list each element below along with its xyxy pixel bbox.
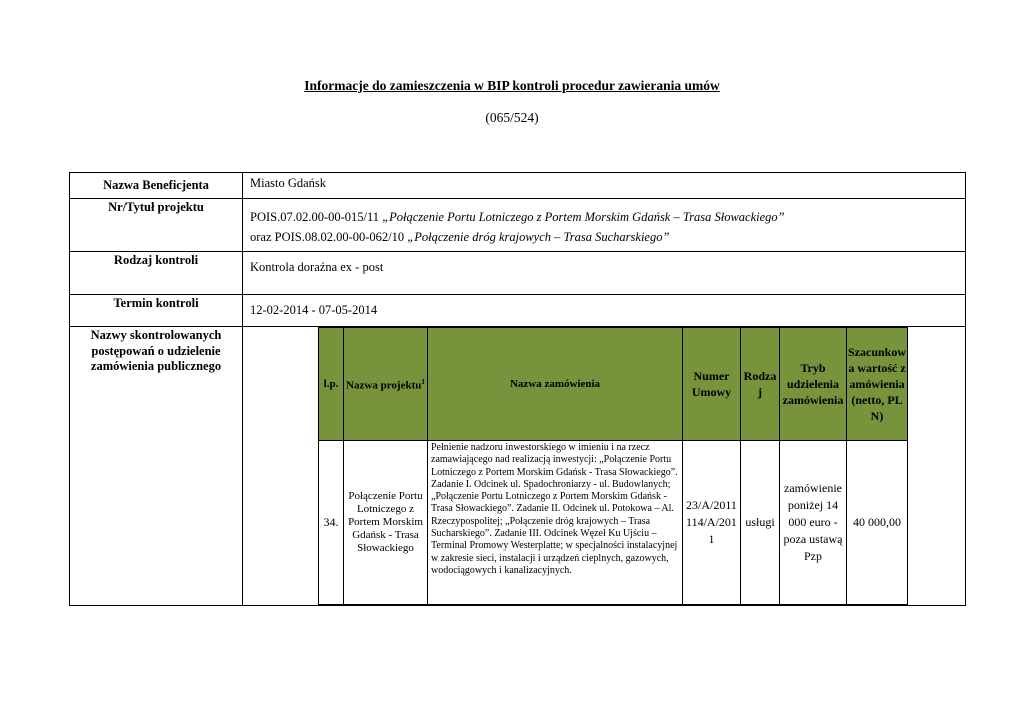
col-lp: l.p. — [319, 328, 344, 441]
col-order-name: Nazwa zamówienia — [428, 328, 683, 441]
control-type-row — [70, 252, 966, 295]
project-2-title: „Połączenie dróg krajowych – Trasa Sucharskiego” — [407, 230, 670, 244]
beneficiary-row — [70, 173, 966, 199]
procedures-row — [70, 327, 966, 606]
row-lp: 34. — [319, 441, 344, 605]
table-row — [319, 441, 908, 605]
col-value: Szacunkowa wartość zamówienia (netto, PLN) — [847, 328, 908, 441]
project-value — [243, 199, 966, 252]
col-type: Rodzaj — [741, 328, 780, 441]
control-type-label: Rodzaj kontroli — [70, 252, 243, 295]
project-1-code: POIS.07.02.00-00-015/11 — [250, 210, 380, 224]
col-mode: Tryb udzielenia zamówienia — [780, 328, 847, 441]
project-1-title: „Połączenie Portu Lotniczego z Portem Morskim Gdańsk – Trasa Słowackiego” — [382, 210, 785, 224]
row-project-name: Połączenie Portu Lotniczego z Portem Morskim Gdańsk - Trasa Słowackiego — [344, 441, 428, 605]
control-date-label: Termin kontroli — [70, 295, 243, 327]
control-date-row — [70, 295, 966, 327]
row-mode: zamówienie poniżej 14 000 euro - poza ustawą Pzp — [780, 441, 847, 605]
info-table — [69, 172, 966, 606]
control-date-value: 12-02-2014 - 07-05-2014 — [243, 295, 966, 327]
document-code: (065/524) — [485, 110, 539, 125]
beneficiary-label: Nazwa Beneficjenta — [70, 173, 243, 199]
row-type: usługi — [741, 441, 780, 605]
project-line-1 — [250, 207, 965, 227]
row-contract-number: 23/A/2011 114/A/2011 — [683, 441, 741, 605]
beneficiary-value: Miasto Gdańsk — [243, 173, 966, 199]
control-type-value: Kontrola doraźna ex - post — [243, 252, 966, 295]
project-label: Nr/Tytuł projektu — [70, 199, 243, 252]
footnote-marker: 1 — [421, 377, 425, 386]
procedures-table — [318, 327, 908, 605]
procedures-header-row — [319, 328, 908, 441]
project-line-2 — [250, 227, 965, 247]
procedures-label: Nazwy skontrolowanych postępowań o udzielenie zamówienia publicznego — [70, 327, 243, 606]
col-project-name-text: Nazwa projektu — [346, 379, 422, 392]
project-row — [70, 199, 966, 252]
procedures-cell — [243, 327, 966, 606]
col-contract-number: Numer Umowy — [683, 328, 741, 441]
row-order-name: Pełnienie nadzoru inwestorskiego w imieniu i na rzecz zamawiającego nad realizacją inwestycji: „Połączenie Portu Lotniczego z Portem Morskim Gdańsk - Trasa Słowackiego”. Zadanie I. Odcinek ul. Spadochroniarzy - ul. Budowlanych; „Połączenie Portu Lotniczego z Portem Morskim Gdańsk - Trasa Słowackiego”. Zadanie II. Odcinek ul. Potokowa – Al. Rzeczypospolitej; „Połączenie dróg krajowych – Trasa Sucharskiego”. Zadanie III. Odcinek Węzeł Ku Ujściu – Terminal Promowy Westerplatte; w specjalności instalacyjnej w zakresie sieci, instalacji i urządzeń cieplnych, gazowych, wodociągowych i kanalizacyjnych. — [428, 441, 683, 605]
row-value: 40 000,00 — [847, 441, 908, 605]
document-title: Informacje do zamieszczenia w BIP kontroli procedur zawierania umów — [304, 78, 720, 93]
project-2-code: oraz POIS.08.02.00-00-062/10 — [250, 230, 405, 244]
col-project-name — [344, 328, 428, 441]
